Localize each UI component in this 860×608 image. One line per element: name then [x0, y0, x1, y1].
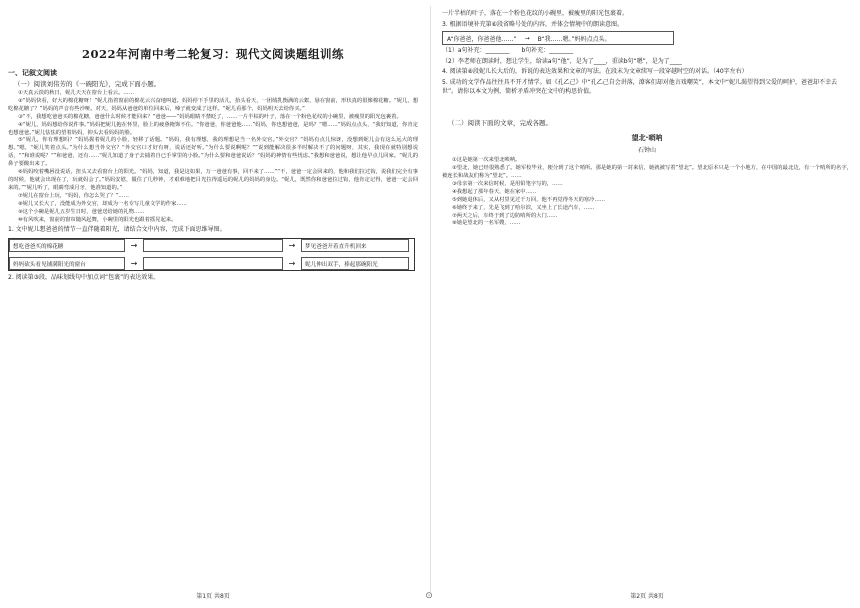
passage-paragraph: ④“妮儿，妈妈想给你说件事。”妈妈把妮儿抱在怀里，脸上的疲惫掩饰不住。“你爸爸，你爸爸他……”妈妈，你也想爸爸，是吗？“嗯……”妈妈点点头，“我好知道，你肯定也想爸爸。”妮儿怯怯的望着妈妈，抑头去看妈妈的脸。: [8, 121, 418, 136]
page-1: [8, 8, 418, 600]
passage-paragraph: ②望北，她已经很熟悉了。她军校毕业，便分到了这个哨所。那是她的第一封来信，她就被写着“望北”。望北原本只是一个小地方，在中国的最北边，有一个哨所的名字，被连长和战友们称为“望北”。……: [442, 165, 852, 179]
page-divider: [430, 6, 431, 592]
passage-paragraph: ⑤“妮儿，你有理想吗？”妈妈握着妮儿的小脸，轻移了话题。“妈妈，我有理想，我的理想是当一名外交官。”外交官？“妈妈有点儿惊讶，没想到妮儿会有这么远大的理想。”嗯，“妮儿笑着点头。”为什么想当外交官？“外交官口才好有呀，说话还好听。”为什么要说啊呢？“”说到能解决很多半时解决不了的问题呀，其实，我现在就特别想说话，“”和谁说呢？“”和爸爸，还有……“妮儿知道了身子去捕着自已手掌里的小脸。”为什么要和爸爸说话？“妈妈的神情有些忧虑。”我想和爸爸说，想让他早点儿回家。“妮儿的鼻子要酸出来了。: [8, 137, 418, 168]
question-5: 5. 成功的文学作品往往具不开才情学。如《孔乙己》中“孔乙己自会讲落，潦客们却对他言戏嘲笑”，本文中“妮儿渴望得到父爱的呵护，爸爸却不幸去世”。请你以本文为例，简析矛盾冲突在文中的构思价值。: [442, 78, 837, 95]
arrow-icon: →: [130, 241, 138, 250]
passage-paragraph: ①天真云淡的秋日，妮儿天天在窗台上看云。……: [18, 90, 134, 96]
passage-paragraph: ⑩有风吹来，窗前的窗帘随风起舞，小碗里的阳光也跟着摇晃起来。: [18, 216, 177, 223]
arrow-icon: →: [524, 34, 530, 42]
essay-author: 石钟山: [637, 147, 656, 155]
passage-paragraph: ⑧妮儿又长大了，没能成为外交官，却成为一名专写儿童文学的作家……: [18, 200, 187, 207]
passage-paragraph: ⑦两天之后，车终于到了边防哨所的大门……: [452, 212, 558, 219]
passage-paragraph: ①这是她第一次来望北唢呐。: [452, 157, 521, 164]
passage-paragraph: ⑤到她退休后，又从村里见过千万回，他不再觉得冬天的寒冷……: [452, 196, 606, 203]
passage-paragraph: ④我想起了那年春天，她在家中……: [452, 188, 537, 195]
passage-paragraph: ③母亲第一次来信时候，是用铅笔字写的，……: [452, 180, 563, 187]
part-one-instruction: （一）阅读刘伟芳的《一碗阳光》，完成下面小题。: [14, 80, 161, 88]
page-footer: 第2页 共8页: [630, 593, 664, 600]
page-2: [442, 8, 852, 600]
mind-map: [8, 238, 415, 271]
dialog-b: B“我……嗯。”妈妈点点头。: [537, 35, 611, 43]
passage-paragraph: ⑥她终于来了，先是飞到了哈尔滨，又坐上了长途汽车，……: [452, 204, 595, 211]
mind-map-cell: 妈妈砍头看见铺满阳光的窗台: [9, 257, 125, 270]
passage-paragraph: ⑧她是望北的一名军嫂，……: [452, 220, 521, 227]
part-two-instruction: （二）阅读下面的文章，完成各题。: [448, 119, 552, 128]
passage-paragraph: ⑦妮儿在窗台上玩，“妈妈，你怎么哭了？”……: [18, 192, 129, 199]
question-2: 2. 阅读第③段，品味划线句中加点词“包裹”的表达效果。: [8, 274, 160, 281]
doc-title: 2022年河南中考二轮复习：现代文阅读题组训练: [81, 47, 344, 61]
page-footer: 第1页 共8页: [196, 593, 230, 600]
page-nav-icon[interactable]: ⊙: [425, 591, 433, 601]
mind-map-cell: 梦见爸爸开着直升机回来: [301, 239, 409, 252]
arrow-icon: →: [288, 241, 296, 250]
arrow-icon: →: [130, 259, 138, 268]
essay-title: 望北·唢呐: [631, 134, 663, 143]
question-1: 1. 文中妮儿想爸爸的情节一直伴随着阳光，请结合文中内容，完成下面思维导图。: [8, 226, 226, 234]
passage-one: [8, 90, 418, 224]
passage-paragraph: ⑥妈妈咬着嘴唇没说话，扭头又去看窗台上的阳光。“妈妈，知道，我是这如果，万一爸爸有事，回不来了……”“不，爸爸一定会回来的，他和我们拉过钩，说我们完全有事的时候，他就会出现在了，玩就妈会了。”妈妈安慰，僵住了几秒钟，才艰难地把目光拉得遥远的妮儿的妈妈的身边。“妮儿，既然你和爸爸拉过钩，他肯定记得，爸爸一定会回来的。”“妮儿听了，眼睛弯成月牙，他准知道的。”: [8, 169, 418, 191]
passage-continuation: 一片半枯的叶子，落在一个粉色花纹的小碗里，被瘦里的阳光包裹着。: [442, 10, 629, 17]
mind-map-blank[interactable]: [143, 239, 283, 252]
mind-map-blank[interactable]: [143, 257, 283, 270]
dialog-box: [442, 31, 674, 45]
passage-paragraph: ⑨这个小碗是妮儿五岁生日时，爸爸送给她的礼物……: [18, 208, 145, 215]
passage-paragraph: ③“不，我想吃爸爸买的棉花糖，爸爸什么时候才能回来？”爸爸——“妈妈眼睛不禁眨了，……一片半枯的叶子，落在一个粉色花纹的小碗里，被瘦里的阳光包裹着。: [18, 113, 402, 120]
mind-map-cell: 妮儿伸出双手，捧起那碗阳光: [301, 257, 409, 270]
section-one-heading: 一、记叙文阅读: [8, 69, 57, 77]
question-3-part-2: （2）李老师在朗读时，想让学生，给读a句“他”，是为了____，重读b句“嗯”，是为了____: [442, 57, 682, 65]
passage-paragraph: ②“妈妈快看，好大的棉花糖呀！”妮儿指着窗前的棉花云兴奋地叫道。妈妈停下手里的活儿，抬头看天，一团绒乳衡满的云絮，悬在窗前，形状真的很像棉花糖。“妮儿，想吃棉花糖了？”妈妈的声音有些沙哑。对天，妈妈从爸爸的单位回来后，嗓子就变成了这样。“妮儿看那个，妈妈明天去给你买。”: [8, 97, 418, 112]
mind-map-cell: 想吃爸爸买的棉花糖: [9, 239, 125, 252]
question-3-part-1: （1）a句补充：________ b句补充：________: [442, 47, 574, 55]
dialog-a: A“你爸爸，你爸爸他……”: [447, 35, 517, 43]
question-3: 3. 根据语境补充第⑥段省略号处的内容，并体会情境中的朗读意图。: [442, 20, 624, 28]
arrow-icon: →: [288, 259, 296, 268]
passage-two: [442, 157, 852, 228]
question-4: 4. 阅读第⑧段妮儿长大后的，诉说的表达效果和文章的写法。在段末为文章续写一段穿越时空的对话。（40字左右）: [442, 68, 748, 76]
